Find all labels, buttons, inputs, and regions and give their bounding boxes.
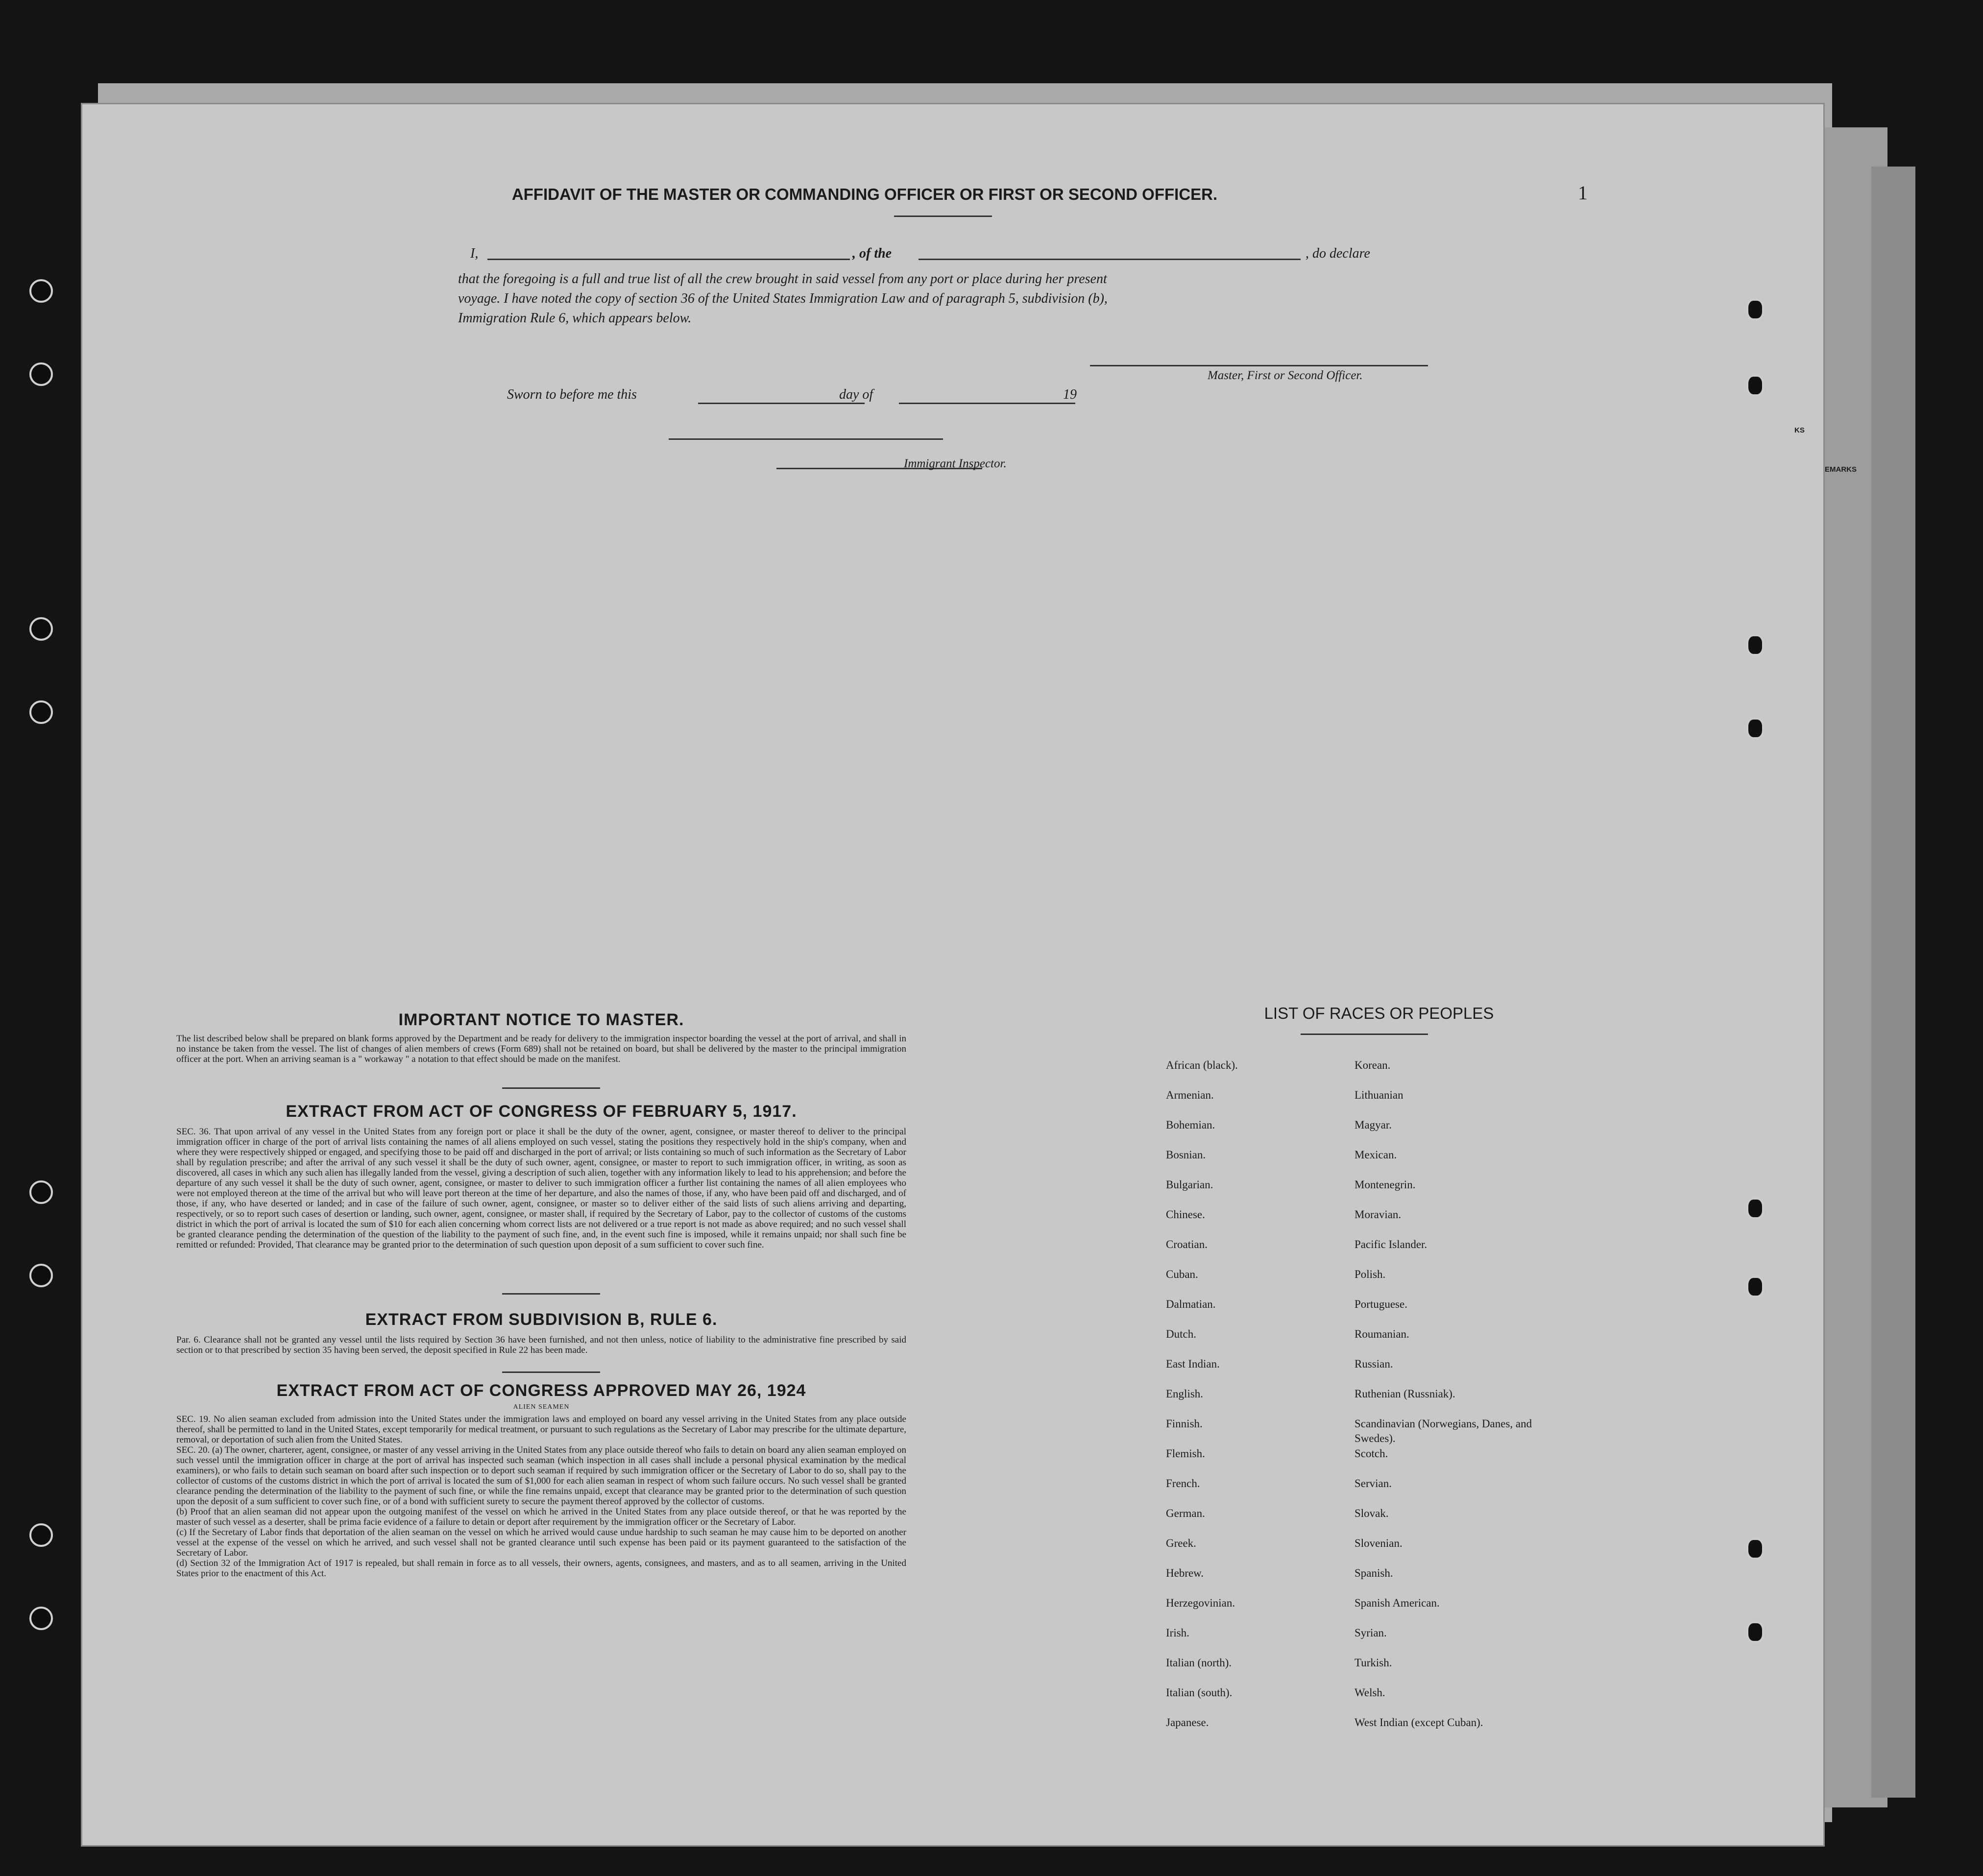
master-label: Master, First or Second Officer. — [1208, 369, 1363, 382]
name-line — [487, 259, 850, 260]
sworn-label: Sworn to before me this — [507, 387, 637, 402]
of-the-label: , of the — [852, 246, 892, 261]
races-right-column — [1354, 1058, 1570, 1745]
race-item: Dalmatian. — [1166, 1298, 1216, 1310]
divider — [502, 1087, 600, 1089]
divider — [502, 1293, 600, 1295]
extract-rule6-text: Par. 6. Clearance shall not be granted any vessel until the lists required by Section 36 have been furnished, and not then unless, notice of liability to the administrative fine prescribed by said section or to that prescribed by section 35 having been served, the deposit specified in Rule 22 has been made. — [176, 1335, 906, 1355]
affidavit-body-line: Immigration Rule 6, which appears below. — [458, 311, 692, 326]
paragraph: SEC. 20. (a) The owner, charterer, agent, consignee, or master of any vessel arriving in the United States from any place outside thereof who fails to detain on board any alien seaman employed on such vessel until the immigration officer in charge at the port of arrival has inspected such seaman (which inspection in all cases shall include a personal physical examination by the medical examiners), or who fails to detain such seaman on board after such inspection or to deport such seaman if required by such immigration officer or the Secretary of Labor to do so, shall pay to the collector of customs of the customs district in which the port of arrival is located the sum of $1,000 for each alien seaman in respect of whom such failure occurs. No such vessel shall be granted clearance pending the determination of the liability to the payment of such fine, or while the fine remains unpaid, except that clearance may be granted prior to the determination of such question upon the deposit of a sum sufficient to cover such fine, or of a bond with sufficient surety to secure the payment thereof approved by the collector of customs. — [176, 1445, 906, 1507]
binder-hole — [29, 279, 53, 303]
page-hole — [1746, 375, 1764, 396]
notice-title: IMPORTANT NOTICE TO MASTER. — [398, 1010, 684, 1029]
race-item: Moravian. — [1354, 1208, 1402, 1221]
race-item: Spanish American. — [1354, 1597, 1440, 1609]
title-underline — [894, 216, 992, 217]
page-hole — [1746, 299, 1764, 320]
back-sheet-edge-2 — [1871, 167, 1915, 1798]
race-item: Servian. — [1354, 1477, 1392, 1490]
races-left-column — [1166, 1058, 1342, 1745]
affidavit-title: AFFIDAVIT OF THE MASTER OR COMMANDING OFFICER OR FIRST OR SECOND OFFICER. — [511, 185, 1218, 203]
race-item: Pacific Islander. — [1354, 1238, 1427, 1251]
remarks-label: EMARKS — [1825, 465, 1857, 474]
race-item: Herzegovinian. — [1166, 1597, 1235, 1609]
race-item: Slovenian. — [1354, 1537, 1403, 1549]
binder-hole — [29, 1523, 53, 1547]
race-item: Armenian. — [1166, 1089, 1214, 1101]
race-item: Ruthenian (Russniak). — [1354, 1388, 1455, 1400]
race-item: Turkish. — [1354, 1657, 1392, 1669]
race-item: Mexican. — [1354, 1149, 1397, 1161]
race-item: French. — [1166, 1477, 1200, 1490]
affidavit-i: I, — [470, 246, 479, 261]
sworn-day-line — [698, 403, 865, 404]
race-item: Greek. — [1166, 1537, 1196, 1549]
race-item: Finnish. — [1166, 1418, 1203, 1430]
paragraph: (b) Proof that an alien seaman did not appear upon the outgoing manifest of the vessel on which he arrived in the United States from any place outside thereof, or that he was reported by the master of such vessel as a deserter, shall be prima facie evidence of a failure to detain or deport after requirement by the immigration officer or the Secretary of Labor. — [176, 1507, 906, 1527]
sworn-month-line — [899, 403, 1075, 404]
races-title: LIST OF RACES OR PEOPLES — [1264, 1004, 1494, 1022]
race-item: English. — [1166, 1388, 1204, 1400]
race-item: Scandinavian (Norwegians, Danes, and Swedes). — [1354, 1418, 1532, 1444]
race-item: East Indian. — [1166, 1358, 1220, 1370]
race-item: Scotch. — [1354, 1447, 1388, 1460]
page-hole — [1746, 1276, 1764, 1298]
race-item: Italian (north). — [1166, 1657, 1232, 1669]
race-item: Slovak. — [1354, 1507, 1389, 1519]
inspector-line-1 — [669, 438, 943, 440]
page-hole — [1746, 1538, 1764, 1560]
race-item: Syrian. — [1354, 1627, 1387, 1639]
race-item: Lithuanian — [1354, 1089, 1403, 1101]
race-item: Bulgarian. — [1166, 1179, 1213, 1191]
do-declare-label: , do declare — [1306, 246, 1370, 261]
race-item: German. — [1166, 1507, 1205, 1519]
race-item: Dutch. — [1166, 1328, 1196, 1340]
extract-1924-subtitle: ALIEN SEAMEN — [513, 1403, 570, 1411]
race-item: Spanish. — [1354, 1567, 1393, 1579]
paragraph: (c) If the Secretary of Labor finds that deportation of the alien seaman on the vessel on which he arrived would cause undue hardship to such seaman he may cause him to be deported on another vessel at the expense of the vessel on which he arrived, and such vessel shall not be granted clearance until such expense has been paid or its payment guaranteed to the satisfaction of the Secretary of Labor. — [176, 1527, 906, 1558]
divider — [1301, 1034, 1428, 1035]
remarks-label: KS — [1794, 426, 1805, 434]
binder-hole — [29, 700, 53, 724]
extract-1924-body — [176, 1414, 906, 1579]
binder-hole — [29, 1607, 53, 1630]
race-item: African (black). — [1166, 1059, 1238, 1071]
race-item: Roumanian. — [1354, 1328, 1409, 1340]
race-item: Chinese. — [1166, 1208, 1205, 1221]
race-item: Bohemian. — [1166, 1119, 1215, 1131]
divider — [502, 1371, 600, 1373]
extract-1924-title: EXTRACT FROM ACT OF CONGRESS APPROVED MAY 26, 1924 — [276, 1381, 806, 1400]
page-hole — [1746, 1198, 1764, 1219]
year-prefix: 19 — [1063, 387, 1077, 402]
affidavit-body-line: that the foregoing is a full and true list of all the crew brought in said vessel from any port or place during her present — [458, 271, 1107, 287]
binder-hole — [29, 1180, 53, 1204]
race-item: Irish. — [1166, 1627, 1189, 1639]
day-of-label: day of — [839, 387, 873, 402]
page-mark: 1 — [1578, 182, 1588, 204]
race-item: Magyar. — [1354, 1119, 1392, 1131]
race-item: Cuban. — [1166, 1268, 1198, 1280]
race-item: Welsh. — [1354, 1686, 1385, 1699]
paragraph: (d) Section 32 of the Immigration Act of 1917 is repealed, but shall remain in force as to all vessels, their owners, agents, consignees, and masters, and as to all seamen, arriving in the United States prior to the enactment of this Act. — [176, 1558, 906, 1579]
affidavit-body-line: voyage. I have noted the copy of section 36 of the United States Immigration Law and of paragraph 5, subdivision (b), — [458, 291, 1108, 306]
extract-1917-text: SEC. 36. That upon arrival of any vessel in the United States from any foreign port or place it shall be the duty of the owner, agent, consignee, or master thereof to deliver to the principal immigration officer in charge of the port of arrival lists containing the names of all aliens employed on such vessel, stating the positions they respectively hold in the ship's company, when and where they were respectively shipped or engaged, and specifying those to be paid off and discharged in the port of arrival; or lists containing so much of such information as the Secretary of Labor shall by regulation prescribe; and after the arrival of any such vessel it shall be the duty of such owner, agent, consignee, or master to report to such immigration officer, in writing, as soon as discovered, all cases in which any such alien has illegally landed from the vessel, giving a description of such alien, together with any information likely to lead to his apprehension; and before the departure of any such vessel it shall be the duty of such owner, agent, consignee, or master to deliver to such immigration officer a further list containing the names of all alien employees who were not employed thereon at the time of the arrival but who will leave port thereon at the time of her departure, and also the names of those, if any, who have been paid off and discharged, and of those, if any, who have deserted or landed; and in case of the failure of such owner, agent, consignee, or master so to deliver either of the said lists of such aliens arriving and departing, respectively, or so to report such cases of desertion or landing, such owner, agent, consignee, or master shall, if required by the Secretary of Labor, pay to the collector of customs of the customs district in which the port of arrival is located the sum of $10 for each alien concerning whom correct lists are not delivered or a true report is not made as above required; and no such vessel shall be granted clearance pending the determination of the question of the liability to the payment of such fine, and, in the event such fine is imposed, while it remains unpaid; nor shall such fine be remitted or refunded: Provided, That clearance may be granted prior to the determination of such question upon deposit of a sum sufficient to cover such fine. — [176, 1127, 906, 1250]
race-item: Portuguese. — [1354, 1298, 1407, 1310]
extract-1917-title: EXTRACT FROM ACT OF CONGRESS OF FEBRUARY 5, 1917. — [286, 1102, 797, 1121]
binder-hole — [29, 617, 53, 641]
race-item: Japanese. — [1166, 1716, 1209, 1729]
race-item: Polish. — [1354, 1268, 1386, 1280]
paragraph: SEC. 19. No alien seaman excluded from admission into the United States under the immigration laws and employed on board any vessel arriving in the United States from any place outside thereof, shall be permitted to land in the United States, except temporarily for medical treatment, or pursuant to such regulations as the Secretary of Labor may prescribe for the ultimate departure, removal, or deportation of such alien from the United States. — [176, 1414, 906, 1445]
affidavit-body — [458, 269, 1536, 328]
master-signature-line — [1090, 365, 1428, 366]
race-item: Montenegrin. — [1354, 1179, 1416, 1191]
race-item: West Indian (except Cuban). — [1354, 1716, 1483, 1729]
notice-text: The list described below shall be prepared on blank forms approved by the Department and be ready for delivery to the immigration inspector boarding the vessel at the port of arrival, and shall in no instance be taken from the vessel. The list of changes of alien members of crews (Form 689) shall not be retained on board, but shall be delivered by the master to the principal immigration officer at the port. When an arriving seaman is a " workaway " a notation to that effect should be made on the manifest. — [176, 1034, 906, 1064]
extract-rule6-title: EXTRACT FROM SUBDIVISION B, RULE 6. — [365, 1310, 718, 1329]
race-item: Russian. — [1354, 1358, 1393, 1370]
page-hole — [1746, 718, 1764, 739]
race-item: Korean. — [1354, 1059, 1391, 1071]
race-item: Bosnian. — [1166, 1149, 1206, 1161]
binder-hole — [29, 362, 53, 386]
vessel-line — [919, 259, 1301, 260]
page-hole — [1746, 1621, 1764, 1643]
page-hole — [1746, 634, 1764, 656]
document-page — [81, 103, 1857, 1847]
binder-hole — [29, 1264, 53, 1287]
race-item: Hebrew. — [1166, 1567, 1204, 1579]
race-item: Croatian. — [1166, 1238, 1208, 1251]
race-item: Italian (south). — [1166, 1686, 1233, 1699]
race-item: Flemish. — [1166, 1447, 1205, 1460]
inspector-label: Immigrant Inspector. — [904, 457, 1007, 470]
